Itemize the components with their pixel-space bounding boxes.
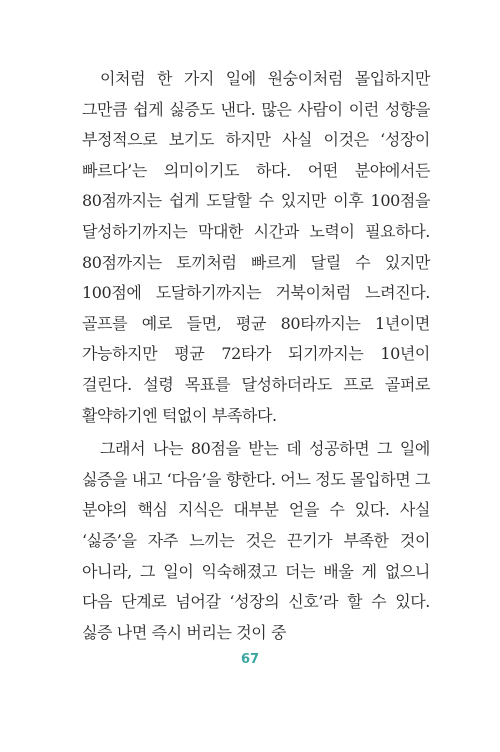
paragraph-2: 그래서 나는 80점을 받는 데 성공하면 그 일에 싫증을 내고 ‘다음’을 향한다. 어느 정도 몰입하면 그 분야의 핵심 지식은 대부분 얻을 수 있다. 사실 ‘싫증’을 자주 느끼는 것은 끈기가 부족한 것이 아니라, 그 일이 익숙해졌고 더는 배울 게 없으니 다음 단계로 넘어갈 ‘성장의 신호’라 할 수 있다. 싫증 나면 즉시 버리는 것이 중 xyxy=(82,439,430,642)
page-number: 67 xyxy=(240,652,260,667)
paragraph-1: 이처럼 한 가지 일에 원숭이처럼 몰입하지만 그만큼 쉽게 싫증도 낸다. 많은 사람이 이런 성향을 부정적으로 보기도 하지만 사실 이것은 ‘성장이 빠르다’는 의미이기도 하다. 어떤 분야에서든 80점까지는 쉽게 도달할 수 있지만 이후 100점을 달성하기까지는 막대한 시간과 노력이 필요하다. 80점까지는 토끼처럼 빠르게 달릴 수 있지만 100점에 도달하기까지는 거북이처럼 느려진다. 골프를 예로 들면, 평균 80타까지는 1년이면 가능하지만 평균 72타가 되기까지는 10년이 걸린다. 설령 목표를 달성하더라도 프로 골퍼로 활약하기엔 턱없이 부족하다. xyxy=(82,69,430,425)
body-text xyxy=(82,64,430,648)
